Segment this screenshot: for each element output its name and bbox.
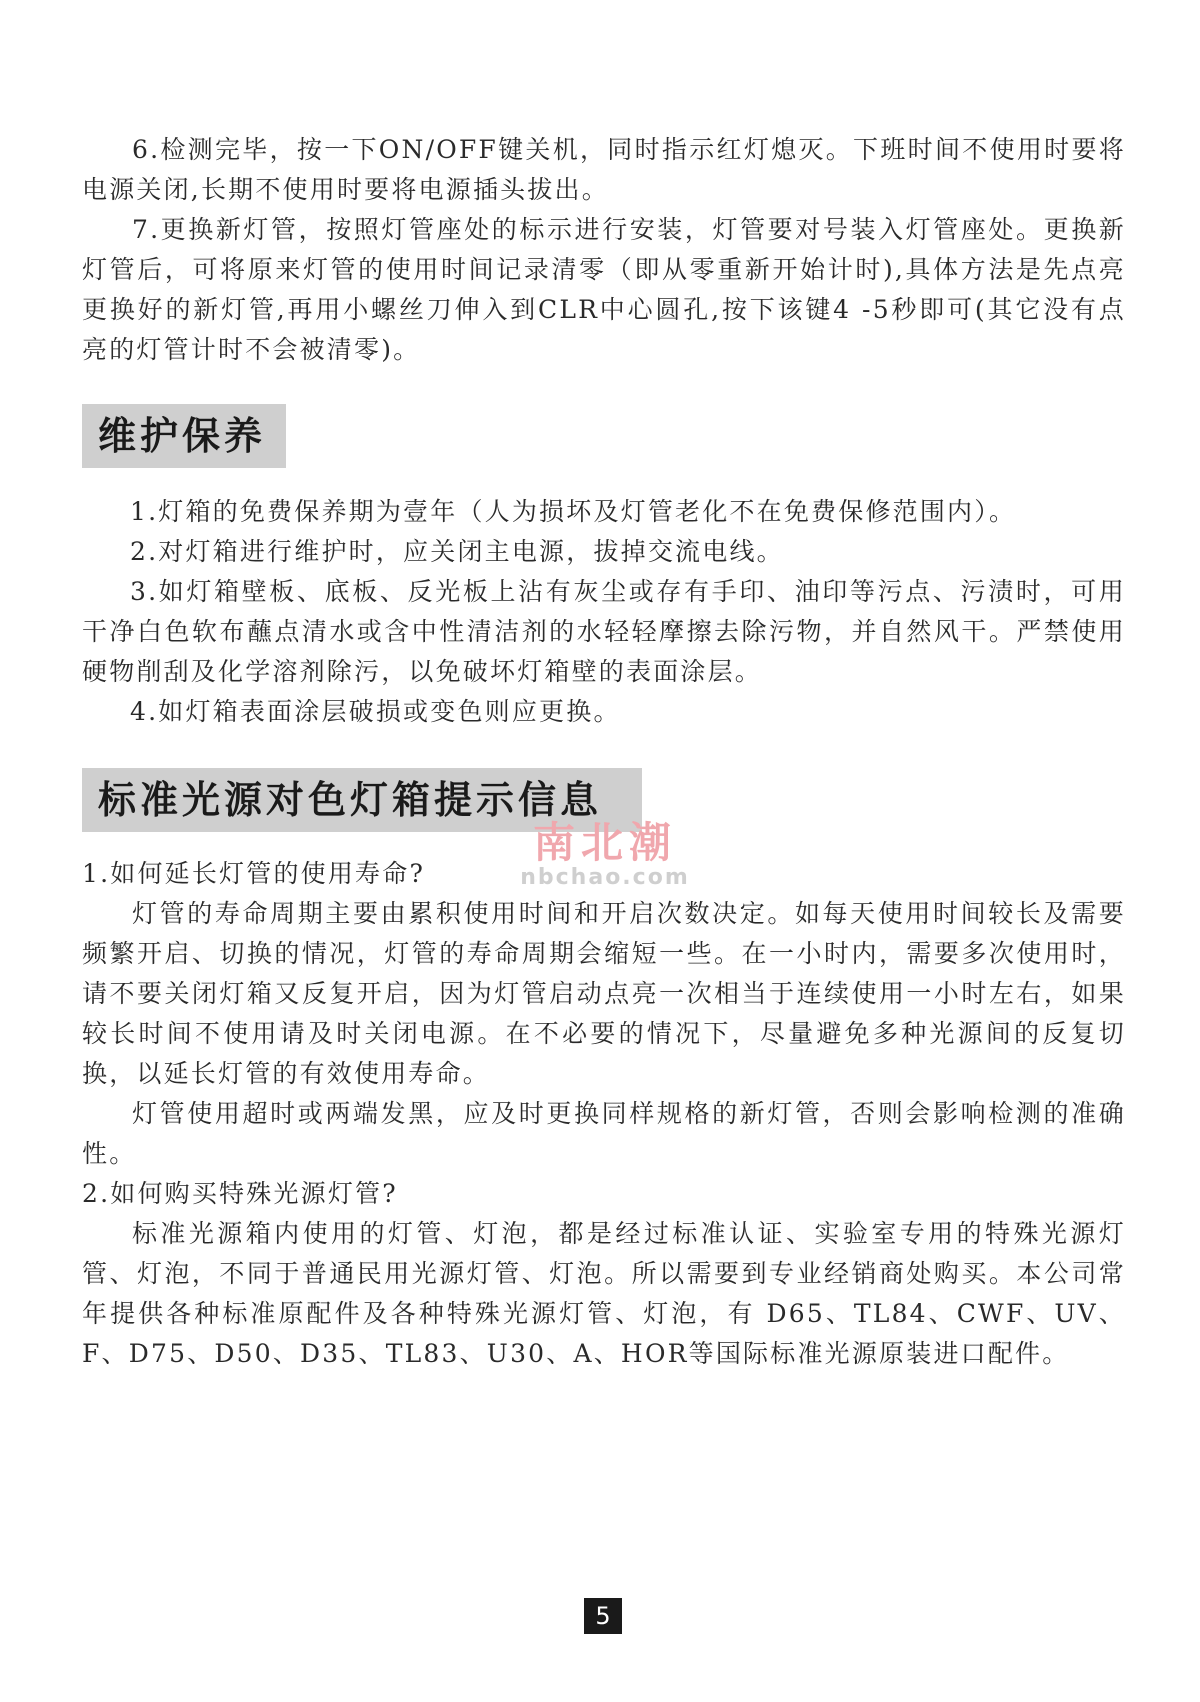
maintenance-item-2: 2.对灯箱进行维护时，应关闭主电源，拔掉交流电线。 <box>130 537 784 566</box>
watermark-cn: 南北潮 <box>532 818 677 867</box>
maintenance-item-1: 1.灯箱的免费保养期为壹年（人为损坏及灯管老化不在免费保修范围内）。 <box>130 497 1017 526</box>
tips-answer-1-paragraph-2: 灯管使用超时或两端发黑，应及时更换同样规格的新灯管，否则会影响检测的准确性。 <box>82 1099 1126 1168</box>
maintenance-item-3: 3.如灯箱壁板、底板、反光板上沾有灰尘或存有手印、油印等污点、污渍时，可用干净白色软布蘸点清水或含中性清洁剂的水轻轻摩擦去除污物，并自然风干。严禁使用硬物削刮及化学溶剂除污，以免破坏灯箱壁的表面涂层。 <box>82 577 1126 686</box>
page-number: 5 <box>584 1598 622 1634</box>
section-title-maintenance: 维护保养 <box>82 404 286 468</box>
tips-question-2: 2.如何购买特殊光源灯管? <box>82 1179 398 1208</box>
operation-step-7: 7.更换新灯管，按照灯管座处的标示进行安装，灯管要对号装入灯管座处。更换新灯管后，可将原来灯管的使用时间记录清零（即从零重新开始计时),具体方法是先点亮更换好的新灯管,再用小螺丝刀伸入到CLR中心圆孔,按下该键4 -5秒即可(其它没有点亮的灯管计时不会被清零)。 <box>82 215 1126 364</box>
tips-question-1: 1.如何延长灯管的使用寿命? <box>82 859 426 888</box>
section-title-tips: 标准光源对色灯箱提示信息 <box>82 768 642 832</box>
watermark-en: nbchao.com <box>520 865 690 890</box>
operation-step-6: 6.检测完毕，按一下ON/OFF键关机，同时指示红灯熄灭。下班时间不使用时要将电源关闭,长期不使用时要将电源插头拔出。 <box>82 135 1126 204</box>
maintenance-item-4: 4.如灯箱表面涂层破损或变色则应更换。 <box>130 697 621 726</box>
tips-answer-1-paragraph-1: 灯管的寿命周期主要由累积使用时间和开启次数决定。如每天使用时间较长及需要频繁开启、切换的情况，灯管的寿命周期会缩短一些。在一小时内，需要多次使用时，请不要关闭灯箱又反复开启，因为灯管启动点亮一次相当于连续使用一小时左右，如果较长时间不使用请及时关闭电源。在不必要的情况下，尽量避免多种光源间的反复切换，以延长灯管的有效使用寿命。 <box>82 899 1126 1088</box>
tips-answer-2: 标准光源箱内使用的灯管、灯泡，都是经过标准认证、实验室专用的特殊光源灯管、灯泡，不同于普通民用光源灯管、灯泡。所以需要到专业经销商处购买。本公司常年提供各种标准原配件及各种特殊光源灯管、灯泡，有 D65、TL84、CWF、UV、F、D75、D50、D35、TL83、U30、A、HOR等国际标准光源原装进口配件。 <box>82 1219 1126 1368</box>
